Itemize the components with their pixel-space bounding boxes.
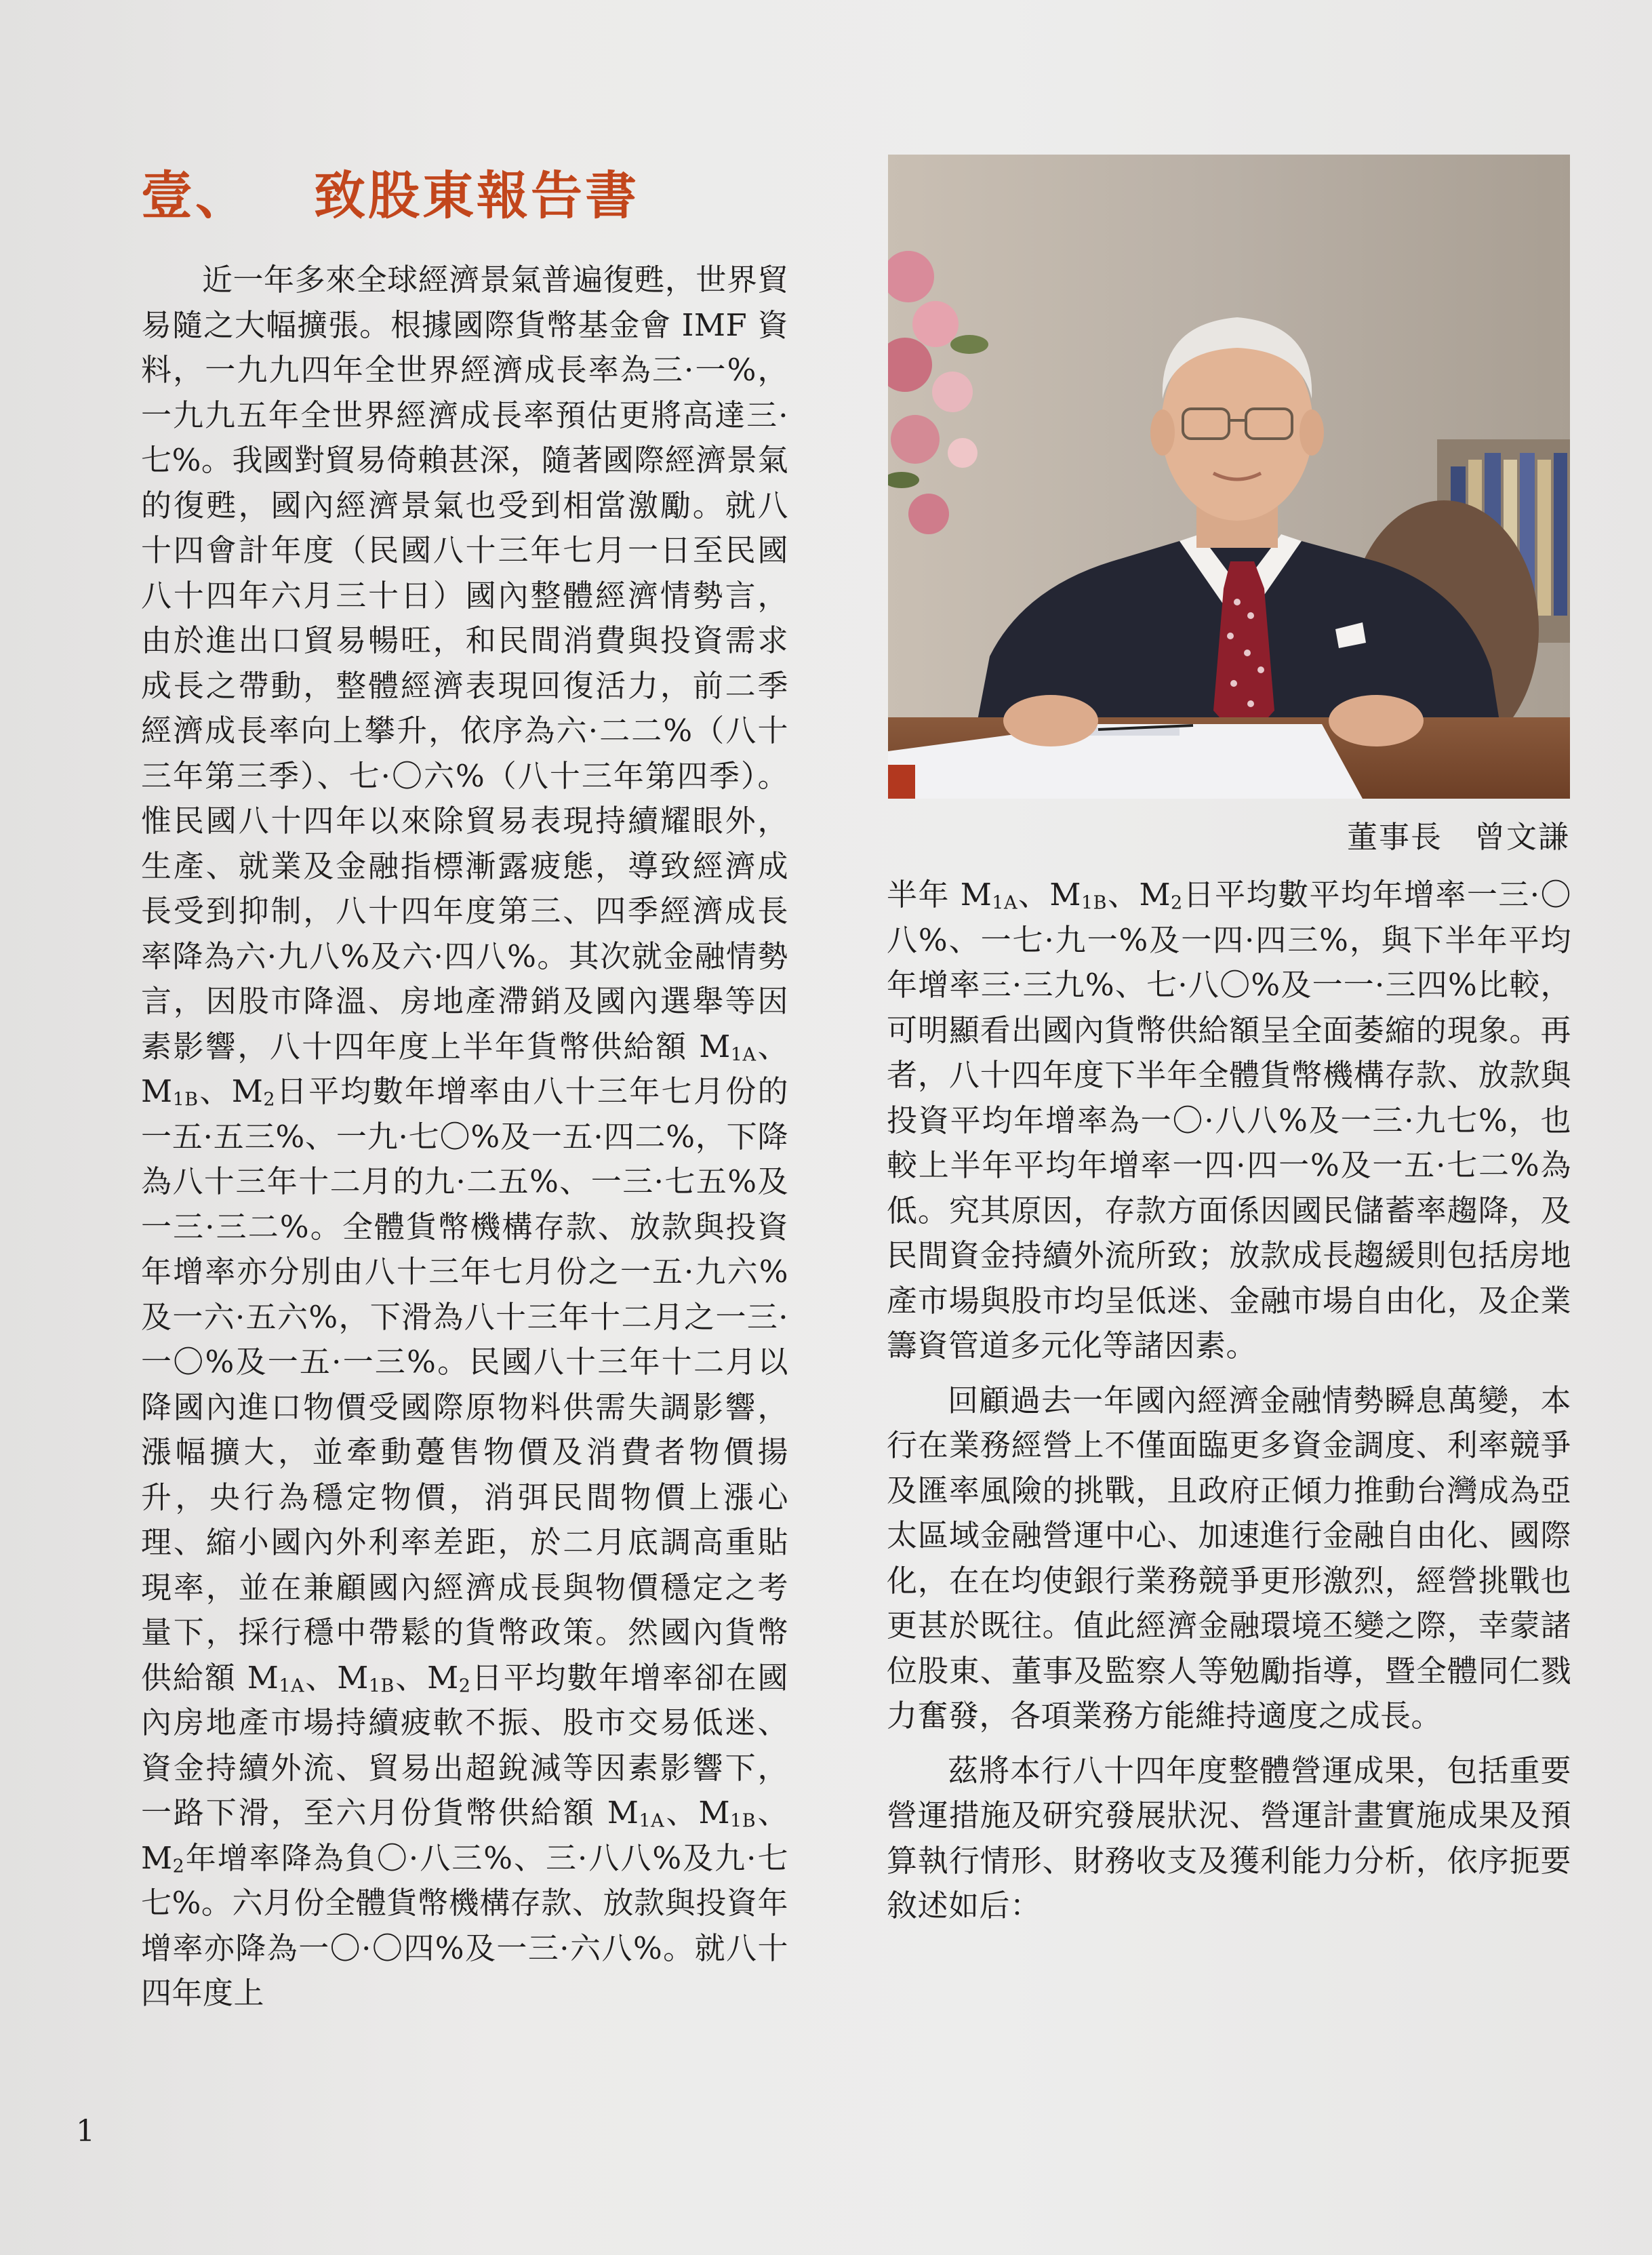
heading-number: 壹、: [141, 165, 249, 226]
page-number: 1: [76, 2114, 95, 2149]
subscript: 1A: [639, 1810, 665, 1832]
text-run: 近一年多來全球經濟景氣普遍復甦，世界貿易隨之大幅擴張。根據國際貨幣基金會 IMF 資料，一九九四年全世界經濟成長率為三·一%，一九九五年全世界經濟成長率預估更將高達三·七%。我國對貿易倚賴甚深，隨著國際經濟景氣的復甦，國內經濟景氣也受到相當激勵。就八十四會計年度（民國八十三年七月一日至民國八十四年六月三十日）國內整體經濟情勢言，由於進出口貿易暢旺，和民間消費與投資需求成長之帶動，整體經濟表現回復活力，前二季經濟成長率向上攀升，依序為六·二二%（八十三年第三季）、七·〇六%（八十三年第四季）。惟民國八十四年以來除貿易表現持續耀眼外，生產、就業及金融指標漸露疲態，導致經濟成長受到抑制，八十四年度第三、四季經濟成長率降為六·九八%及六·四八%。其次就金融情勢言，因股市降溫、房地產滯銷及國內選舉等因素影響，八十四年度上半年貨幣供給額 M: [141, 262, 788, 1064]
paragraph: 回顧過去一年國內經濟金融情勢瞬息萬變，本行在業務經營上不僅面臨更多資金調度、利率競爭及匯率風險的挑戰，且政府正傾力推動台灣成為亞太區域金融營運中心、加速進行金融自由化、國際化，在在均使銀行業務競爭更形激烈，經營挑戰也更甚於既往。值此經濟金融環境丕變之際，幸蒙諸位股東、董事及監察人等勉勵指導，暨全體同仁戮力奮發，各項業務方能維持適度之成長。: [887, 1382, 1571, 1734]
subscript: 1B: [1081, 892, 1108, 914]
text-run: 日平均數年增率由八十三年七月份的一五·五三%、一九·七〇%及一五·四二%，下降為八十三年十二月的九·二五%、一三·七五%及一三·三二%。全體貨幣機構存款、放款與投資年增率亦分別由八十三年七月份之一五·九六%及一六·五六%，下滑為八十三年十二月之一三·一〇%及一五·一三%。民國八十三年十二月以降國內進口物價受國際原物料供需失調影響，漲幅擴大，並牽動躉售物價及消費者物價揚升，央行為穩定物價，消弭民間物價上漲心理、縮小國內外利率差距，於二月底調高重貼現率，並在兼顧國內經濟成長與物價穩定之考量下，採行穩中帶鬆的貨幣政策。然國內貨幣供給額 M: [141, 1073, 788, 1696]
text-run: 、M: [1017, 877, 1081, 913]
text-run: 年增率降為負〇·八三%、三·八八%及九·七七%。六月份全體貨幣機構存款、放款與投資年增率亦降為一〇·〇四%及一三·六八%。就八十四年度上: [141, 1839, 788, 2011]
subscript: 2: [172, 1855, 185, 1877]
paragraph: [887, 873, 1571, 1369]
subscript: 2: [458, 1675, 471, 1696]
text-run: 、M: [141, 1795, 788, 1876]
subscript: 1A: [992, 892, 1018, 914]
subscript: 2: [1171, 892, 1183, 914]
subscript: 1A: [279, 1675, 305, 1696]
subscript: 1B: [172, 1089, 199, 1111]
text-run: 、M: [304, 1659, 369, 1696]
paragraph: 茲將本行八十四年度整體營運成果，包括重要營運措施及研究發展狀況、營運計畫實施成果及預算執行情形、財務收支及獲利能力分析，依序扼要敘述如后：: [887, 1752, 1571, 1923]
subscript: 1B: [368, 1675, 395, 1696]
text-run: 日平均數平均年增率一三·〇八%、一七·九一%及一四·四三%，與下半年平均年增率三·三九%、七·八〇%及一一·三四%比較，可明顯看出國內貨幣供給額呈全面萎縮的現象。再者，八十四年度下半年全體貨幣機構存款、放款與投資平均年增率為一〇·八八%及一三·九七%，也較上半年平均年增率一四·四一%及一五·七二%為低。究其原因，存款方面係因國民儲蓄率趨降，及民間資金持續外流所致；放款成長趨緩則包括房地產市場與股市均呈低迷、金融市場自由化，及企業籌資管道多元化等諸因素。: [887, 877, 1572, 1363]
text-run: 、M: [394, 1659, 459, 1696]
text-run: 、M: [664, 1795, 731, 1831]
subscript: 2: [263, 1089, 275, 1111]
chairman-photo: [888, 155, 1570, 799]
text-run: 半年 M: [887, 877, 992, 913]
left-text-column: [141, 258, 788, 2016]
page-heading: [141, 155, 639, 228]
text-run: 、M: [198, 1073, 264, 1109]
subscript: 1B: [730, 1810, 757, 1832]
paragraph: [141, 258, 788, 2016]
heading-title: 致股東報告書: [314, 165, 639, 226]
text-run: 、M: [141, 1028, 788, 1109]
photo-caption: 董事長 曾文謙: [1346, 819, 1570, 855]
right-text-column: [887, 873, 1571, 1929]
subscript: 1A: [730, 1043, 757, 1065]
text-run: 日平均數年增率卻在國內房地產市場持續疲軟不振、股市交易低迷、資金持續外流、貿易出超銳減等因素影響下，一路下滑，至六月份貨幣供給額 M: [141, 1659, 789, 1831]
text-run: 、M: [1107, 877, 1171, 913]
